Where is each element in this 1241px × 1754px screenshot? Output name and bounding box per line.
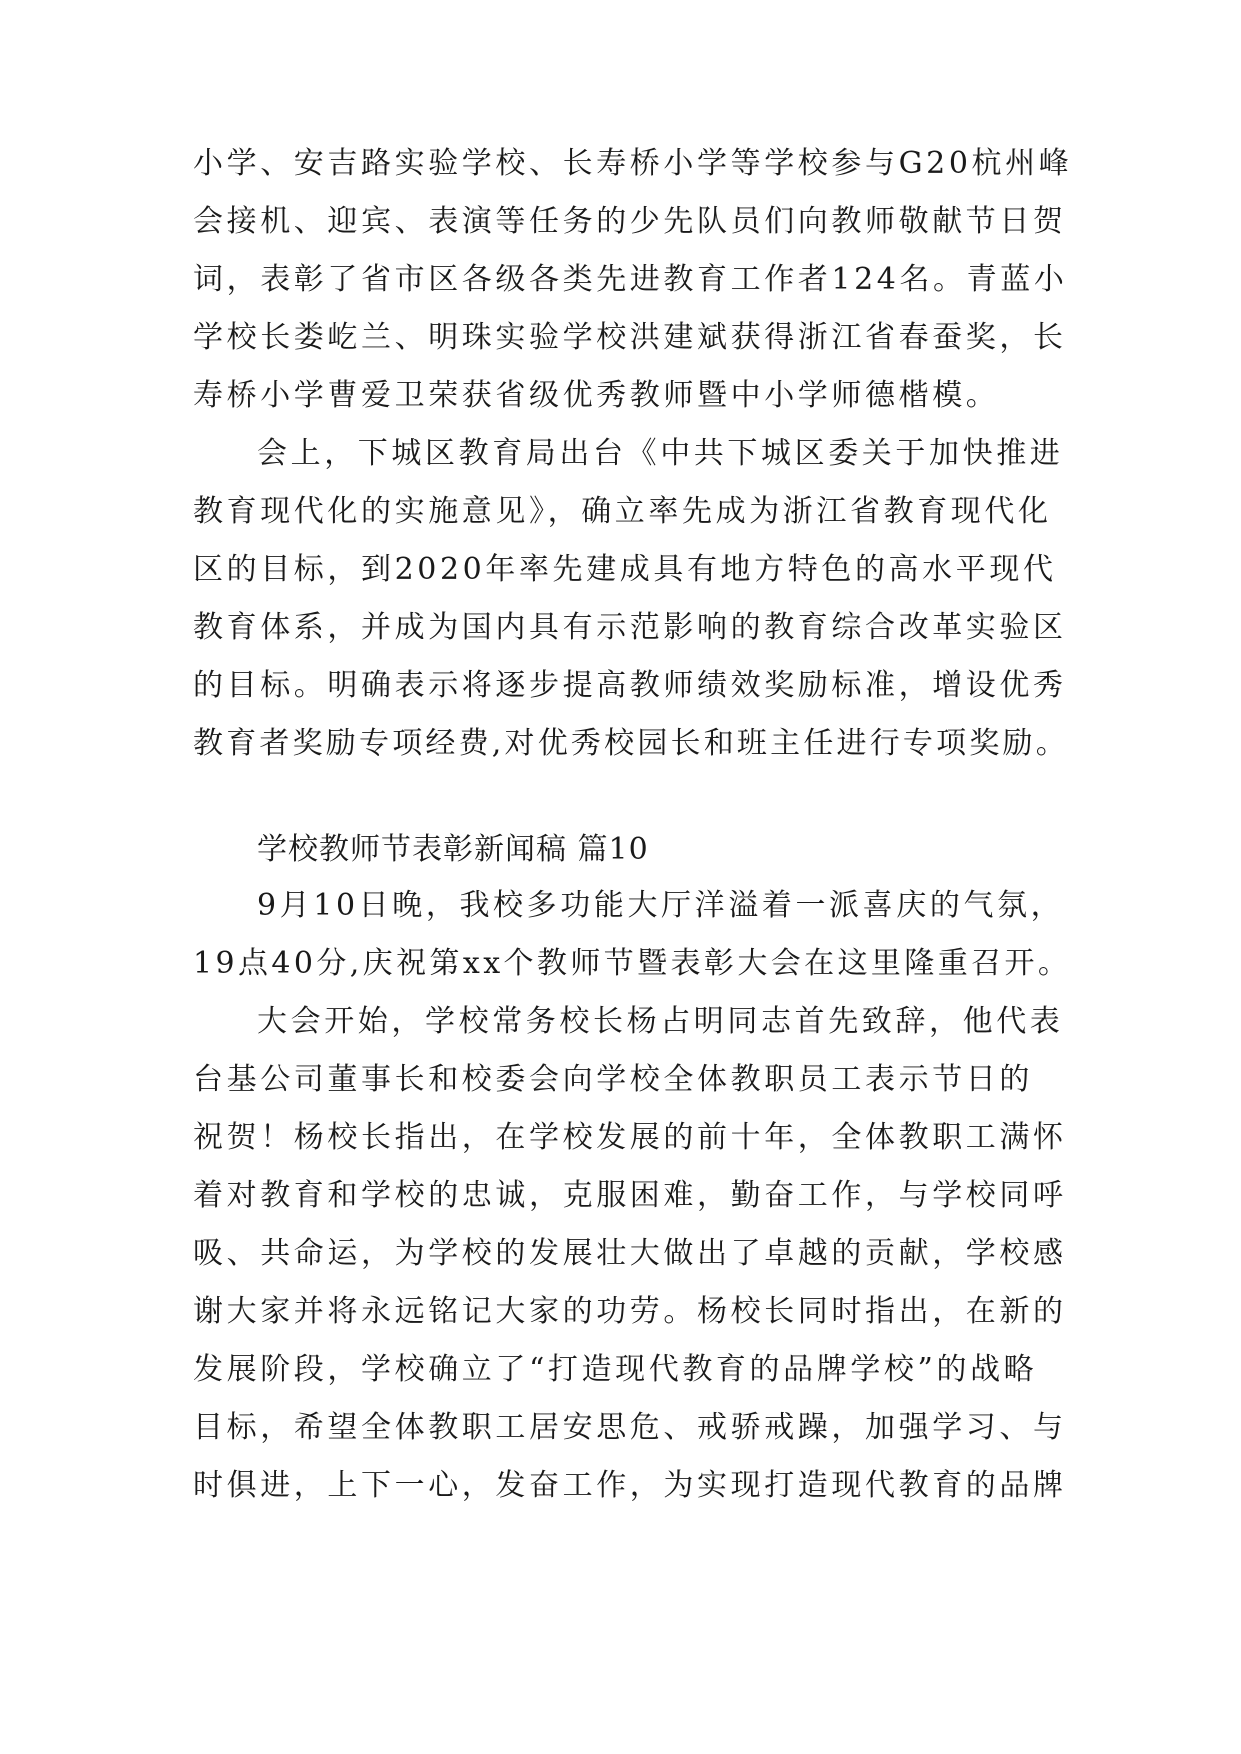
paragraph-line: 学校长娄屹兰、明珠实验学校洪建斌获得浙江省春蚕奖，长: [193, 320, 1067, 355]
paragraph-line: 小学、安吉路实验学校、长寿桥小学等学校参与G20杭州峰: [193, 146, 1073, 181]
paragraph-line: 台基公司董事长和校委会向学校全体教职员工表示节日的: [193, 1062, 1033, 1097]
paragraph-line: 谢大家并将永远铭记大家的功劳。杨校长同时指出，在新的: [193, 1294, 1067, 1329]
paragraph-line: 的目标。明确表示将逐步提高教师绩效奖励标准，增设优秀: [193, 668, 1067, 703]
paragraph-line: 教育体系，并成为国内具有示范影响的教育综合改革实验区: [193, 610, 1067, 645]
section-heading: 学校教师节表彰新闻稿 篇10: [257, 832, 649, 867]
paragraph-line: 会接机、迎宾、表演等任务的少先队员们向教师敬献节日贺: [193, 204, 1067, 239]
paragraph-line: 目标，希望全体教职工居安思危、戒骄戒躁，加强学习、与: [193, 1410, 1067, 1445]
paragraph-line: 大会开始，学校常务校长杨占明同志首先致辞，他代表: [257, 1004, 1064, 1039]
paragraph-line: 词，表彰了省市区各级各类先进教育工作者124名。青蓝小: [193, 262, 1068, 297]
paragraph-line: 寿桥小学曹爱卫荣获省级优秀教师暨中小学师德楷模。: [193, 378, 1000, 413]
paragraph-line: 教育者奖励专项经费,对优秀校园长和班主任进行专项奖励。: [193, 726, 1069, 761]
paragraph-line: 教育现代化的实施意见》，确立率先成为浙江省教育现代化: [193, 494, 1052, 529]
paragraph-line: 区的目标，到2020年率先建成具有地方特色的高水平现代: [193, 552, 1057, 587]
paragraph-line: 9月10日晚，我校多功能大厅洋溢着一派喜庆的气氛，: [257, 888, 1065, 923]
paragraph-line: 发展阶段，学校确立了“打造现代教育的品牌学校”的战略: [193, 1352, 1038, 1387]
paragraph-line: 19点40分,庆祝第xx个教师节暨表彰大会在这里隆重召开。: [193, 946, 1072, 981]
paragraph-line: 会上，下城区教育局出台《中共下城区委关于加快推进: [257, 436, 1064, 471]
paragraph-line: 时俱进，上下一心，发奋工作，为实现打造现代教育的品牌: [193, 1468, 1067, 1503]
paragraph-line: 吸、共命运，为学校的发展壮大做出了卓越的贡献，学校感: [193, 1236, 1067, 1271]
paragraph-line: 着对教育和学校的忠诚，克服困难，勤奋工作，与学校同呼: [193, 1178, 1067, 1213]
paragraph-line: 祝贺！杨校长指出，在学校发展的前十年，全体教职工满怀: [193, 1120, 1067, 1155]
